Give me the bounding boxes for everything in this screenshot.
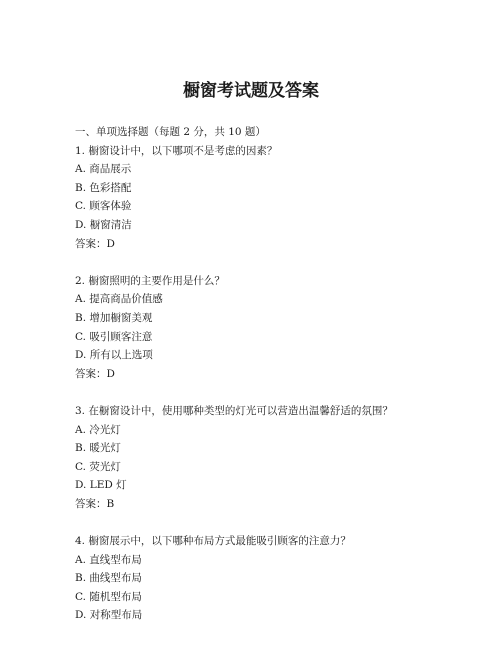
answer-line: 答案：D	[75, 237, 115, 250]
option-d: D. 所有以上选项	[75, 349, 153, 362]
document-body	[75, 123, 485, 625]
option-c: C. 顾客体验	[75, 200, 132, 213]
option-c: C. 吸引顾客注意	[75, 330, 153, 343]
option-b: B. 曲线型布局	[75, 572, 142, 585]
option-d: D. 对称型布局	[75, 609, 143, 622]
option-a: A. 商品展示	[75, 163, 132, 176]
question-block	[75, 142, 485, 254]
spacer	[75, 383, 485, 402]
question-stem: 2. 橱窗照明的主要作用是什么？	[75, 274, 225, 287]
option-a: A. 提高商品价值感	[75, 293, 163, 306]
option-c: C. 随机型布局	[75, 590, 142, 603]
option-a: A. 冷光灯	[75, 423, 121, 436]
option-b: B. 暖光灯	[75, 442, 121, 455]
section-heading: 一、单项选择题（每题 2 分，共 10 题）	[75, 126, 266, 138]
question-block	[75, 402, 485, 514]
option-b: B. 色彩搭配	[75, 181, 132, 194]
question-block	[75, 532, 485, 625]
document-title: 橱窗考试题及答案	[183, 81, 319, 101]
question-stem: 4. 橱窗展示中，以下哪种布局方式最能吸引顾客的注意力？	[75, 535, 351, 548]
answer-line: 答案：B	[75, 497, 115, 510]
answer-line: 答案：D	[75, 367, 115, 380]
option-d: D. 橱窗清洁	[75, 218, 132, 231]
question-block	[75, 272, 485, 384]
question-stem: 3. 在橱窗设计中，使用哪种类型的灯光可以营造出温馨舒适的氛围？	[75, 404, 393, 417]
option-c: C. 荧光灯	[75, 460, 121, 473]
option-d: D. LED 灯	[75, 479, 127, 492]
spacer	[75, 513, 485, 532]
option-a: A. 直线型布局	[75, 553, 142, 566]
spacer	[75, 253, 485, 272]
question-stem: 1. 橱窗设计中，以下哪项不是考虑的因素？	[75, 144, 278, 157]
option-b: B. 增加橱窗美观	[75, 311, 153, 324]
